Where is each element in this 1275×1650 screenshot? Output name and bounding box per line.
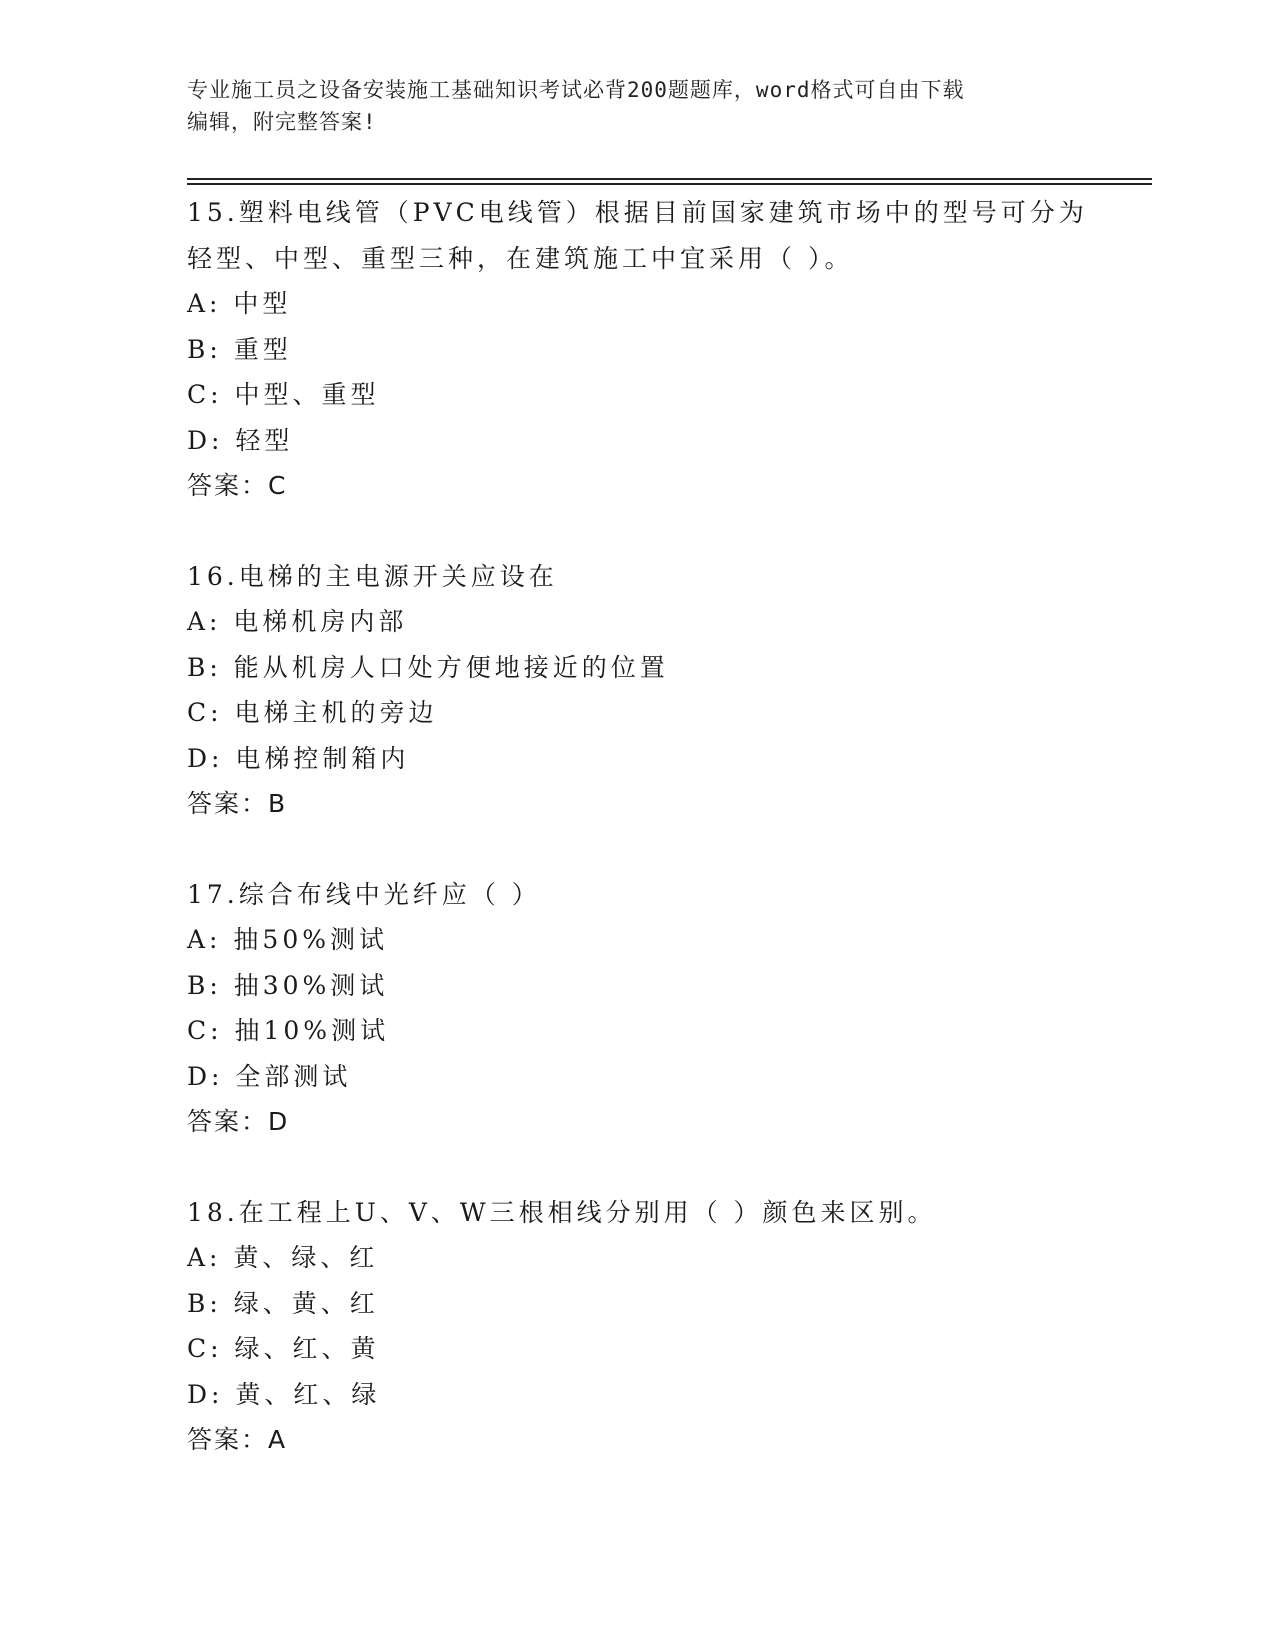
option-d: D: 全部测试 bbox=[187, 1061, 352, 1091]
option-c: C: 电梯主机的旁边 bbox=[187, 698, 438, 727]
question-18 bbox=[187, 1190, 1067, 1463]
header-line-1: 专业施工员之设备安装施工基础知识考试必背200题题库，word格式可自由下载 bbox=[187, 78, 965, 102]
question-15 bbox=[187, 190, 1088, 509]
option-a: A: 电梯机房内部 bbox=[187, 607, 408, 636]
header-line-2: 编辑，附完整答案! bbox=[187, 110, 377, 134]
option-c: C: 中型、重型 bbox=[187, 380, 380, 409]
option-b: B: 能从机房人口处方便地接近的位置 bbox=[187, 652, 669, 682]
answer-line: 答案：D bbox=[187, 1107, 290, 1136]
option-b: B: 绿、黄、红 bbox=[187, 1288, 379, 1318]
header-divider-top bbox=[187, 178, 1152, 180]
option-d: D: 黄、红、绿 bbox=[187, 1379, 381, 1409]
option-d: D: 电梯控制箱内 bbox=[187, 743, 410, 773]
question-17 bbox=[187, 872, 1067, 1145]
question-stem: 16.电梯的主电源开关应设在 bbox=[187, 561, 558, 591]
question-stem: 15.塑料电线管（PVC电线管）根据目前国家建筑市场中的型号可分为 bbox=[187, 198, 1088, 227]
option-a: A: 中型 bbox=[187, 289, 292, 318]
question-stem-continued: 轻型、中型、重型三种，在建筑施工中宜采用（ ）。 bbox=[187, 243, 854, 273]
header-divider-bottom bbox=[187, 183, 1152, 185]
option-b: B: 抽30%测试 bbox=[187, 970, 389, 1000]
answer-line: 答案：B bbox=[187, 789, 288, 818]
option-a: A: 黄、绿、红 bbox=[187, 1243, 379, 1272]
question-stem: 18.在工程上U、V、W三根相线分别用（ ）颜色来区别。 bbox=[187, 1197, 937, 1227]
option-c: C: 绿、红、黄 bbox=[187, 1334, 380, 1363]
answer-line: 答案：A bbox=[187, 1425, 288, 1454]
answer-line: 答案：C bbox=[187, 471, 288, 500]
question-16 bbox=[187, 554, 1067, 827]
option-b: B: 重型 bbox=[187, 334, 292, 364]
question-stem: 17.综合布线中光纤应（ ） bbox=[187, 879, 541, 909]
document-header bbox=[187, 74, 1067, 138]
option-a: A: 抽50%测试 bbox=[187, 925, 388, 954]
option-c: C: 抽10%测试 bbox=[187, 1016, 390, 1045]
option-d: D: 轻型 bbox=[187, 425, 294, 455]
question-list bbox=[187, 190, 1088, 1508]
